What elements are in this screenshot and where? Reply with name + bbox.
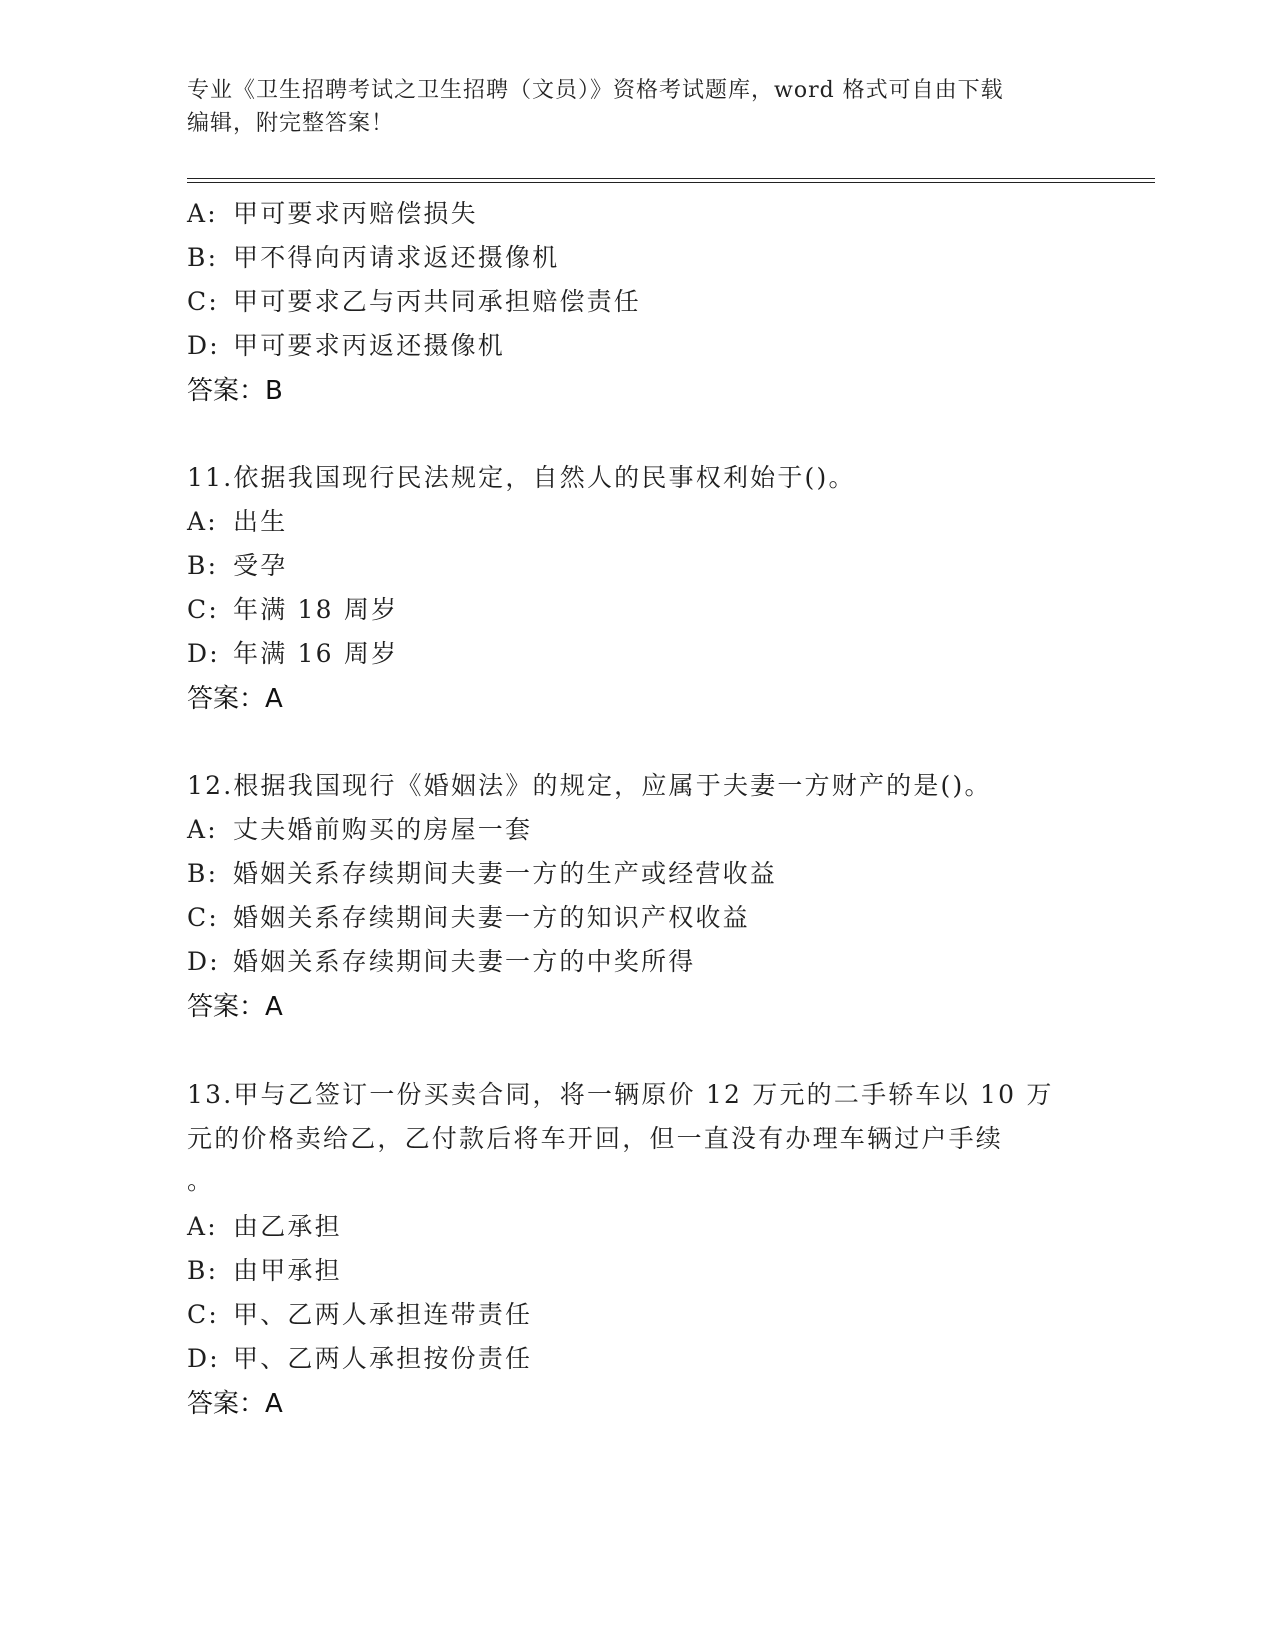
option-text: 年满 16 周岁 — [233, 639, 399, 668]
option-text: 丈夫婚前购买的房屋一套 — [233, 815, 533, 844]
option-letter: C: — [187, 287, 219, 316]
q12-stem: 12.根据我国现行《婚姻法》的规定，应属于夫妻一方财产的是()。 — [187, 771, 992, 800]
q11-stem: 11.依据我国现行民法规定，自然人的民事权利始于()。 — [187, 463, 856, 492]
q10-option-b — [187, 238, 559, 274]
option-text: 出生 — [233, 507, 288, 536]
option-text: 由甲承担 — [233, 1256, 342, 1285]
option-text: 受孕 — [233, 551, 288, 580]
option-letter: C: — [187, 903, 219, 932]
option-letter: D: — [187, 1344, 220, 1373]
option-text: 婚姻关系存续期间夫妻一方的知识产权收益 — [233, 903, 750, 932]
option-text: 婚姻关系存续期间夫妻一方的生产或经营收益 — [233, 859, 778, 888]
option-letter: B: — [187, 1256, 219, 1285]
option-text: 甲可要求乙与丙共同承担赔偿责任 — [233, 287, 642, 316]
q11-option-a — [187, 502, 287, 538]
q13-option-d — [187, 1339, 532, 1375]
q10-option-d — [187, 326, 505, 362]
q12-option-c — [187, 898, 750, 934]
option-text: 甲不得向丙请求返还摄像机 — [233, 243, 560, 272]
q12-answer: 答案：A — [187, 992, 283, 1022]
q11-option-b — [187, 546, 287, 582]
q11-option-d — [187, 634, 398, 670]
q13-option-c — [187, 1295, 532, 1331]
option-text: 甲、乙两人承担连带责任 — [233, 1300, 533, 1329]
option-text: 年满 18 周岁 — [233, 595, 399, 624]
q13-stem-line-1: 13.甲与乙签订一份买卖合同，将一辆原价 12 万元的二手轿车以 10 万 — [187, 1080, 1054, 1109]
q11-answer: 答案：A — [187, 684, 283, 714]
option-text: 甲、乙两人承担按份责任 — [233, 1344, 533, 1373]
option-letter: B: — [187, 859, 219, 888]
option-letter: A: — [187, 815, 218, 844]
option-text: 婚姻关系存续期间夫妻一方的中奖所得 — [233, 947, 696, 976]
header-line-1: 专业《卫生招聘考试之卫生招聘（文员）》资格考试题库，word 格式可自由下载 — [187, 78, 1004, 103]
option-letter: A: — [187, 1212, 218, 1241]
option-text: 甲可要求丙返还摄像机 — [233, 331, 506, 360]
q13-option-a — [187, 1207, 342, 1243]
option-letter: D: — [187, 331, 220, 360]
option-text: 甲可要求丙赔偿损失 — [233, 199, 478, 228]
q11-option-c — [187, 590, 398, 626]
q13-option-b — [187, 1251, 342, 1287]
option-letter: D: — [187, 639, 220, 668]
q13-stem-line-3: 。 — [187, 1166, 215, 1195]
option-letter: A: — [187, 199, 218, 228]
header-divider-top — [187, 178, 1155, 179]
option-letter: B: — [187, 243, 219, 272]
q12-option-b — [187, 854, 777, 890]
q10-option-c — [187, 282, 641, 318]
option-letter: A: — [187, 507, 218, 536]
header-divider-bottom — [187, 182, 1155, 183]
option-letter: C: — [187, 595, 219, 624]
q12-option-a — [187, 810, 532, 846]
option-letter: C: — [187, 1300, 219, 1329]
q13-answer: 答案：A — [187, 1389, 283, 1419]
option-text: 由乙承担 — [233, 1212, 342, 1241]
option-letter: B: — [187, 551, 219, 580]
document-header — [187, 74, 1067, 140]
q12-option-d — [187, 942, 695, 978]
q10-option-a — [187, 194, 478, 230]
q13-stem-line-2: 元的价格卖给乙，乙付款后将车开回，但一直没有办理车辆过户手续 — [187, 1124, 1004, 1153]
option-letter: D: — [187, 947, 220, 976]
q10-answer: 答案：B — [187, 376, 283, 406]
header-line-2: 编辑，附完整答案！ — [187, 111, 395, 136]
